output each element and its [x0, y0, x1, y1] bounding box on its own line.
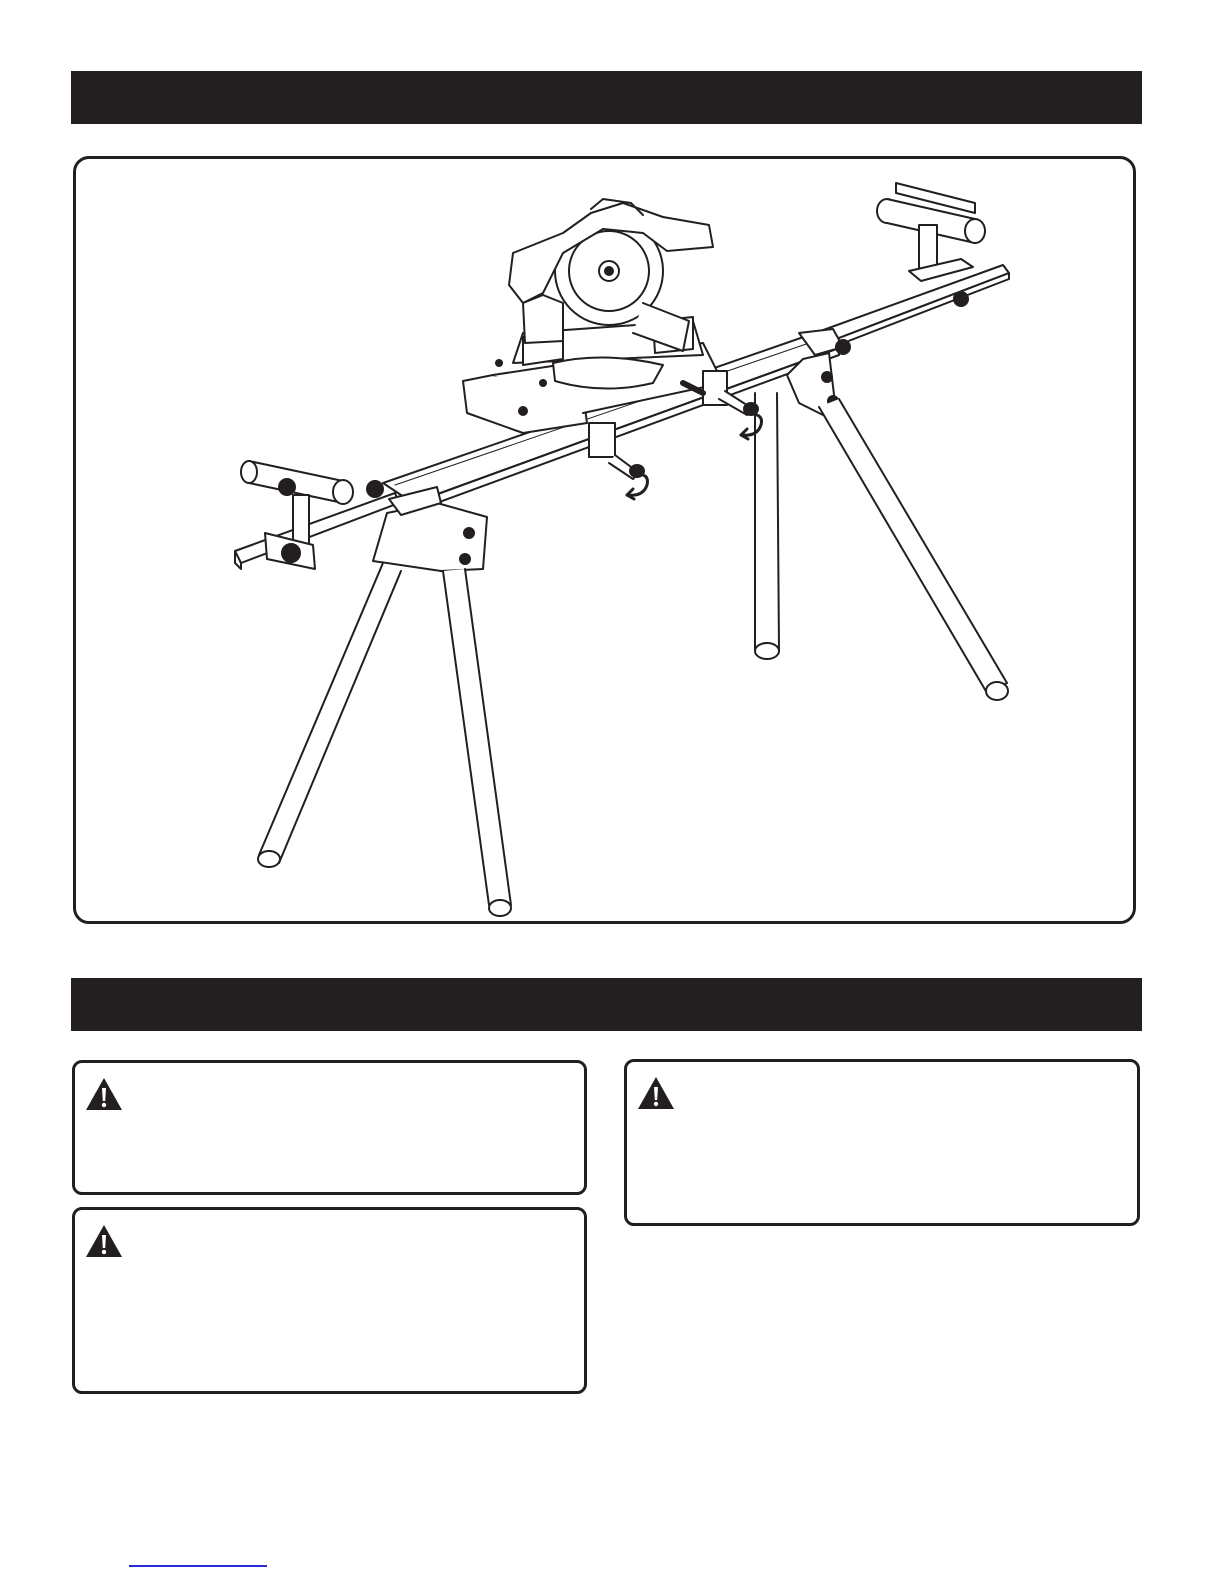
- rotate-arrow-icon: [627, 415, 762, 499]
- miter-saw-stand-illustration: [76, 159, 1133, 921]
- left-leg-bracket: [373, 487, 487, 571]
- footer-rule: [129, 1565, 267, 1567]
- warning-triangle-icon: [85, 1224, 123, 1258]
- warning-box-3: [624, 1059, 1140, 1226]
- warning-box-1: [72, 1060, 587, 1195]
- stand-leg-icon-right: [755, 393, 1008, 700]
- section-header-bar-top: [71, 71, 1142, 124]
- stand-leg-icon: [258, 563, 511, 916]
- warning-triangle-icon: [637, 1076, 675, 1110]
- figure-miter-saw-stand: [73, 156, 1136, 924]
- section-header-bar-bottom: [71, 978, 1142, 1031]
- warning-triangle-icon: [85, 1077, 123, 1111]
- warning-box-2: [72, 1207, 587, 1394]
- right-extension-rail: [815, 265, 1009, 347]
